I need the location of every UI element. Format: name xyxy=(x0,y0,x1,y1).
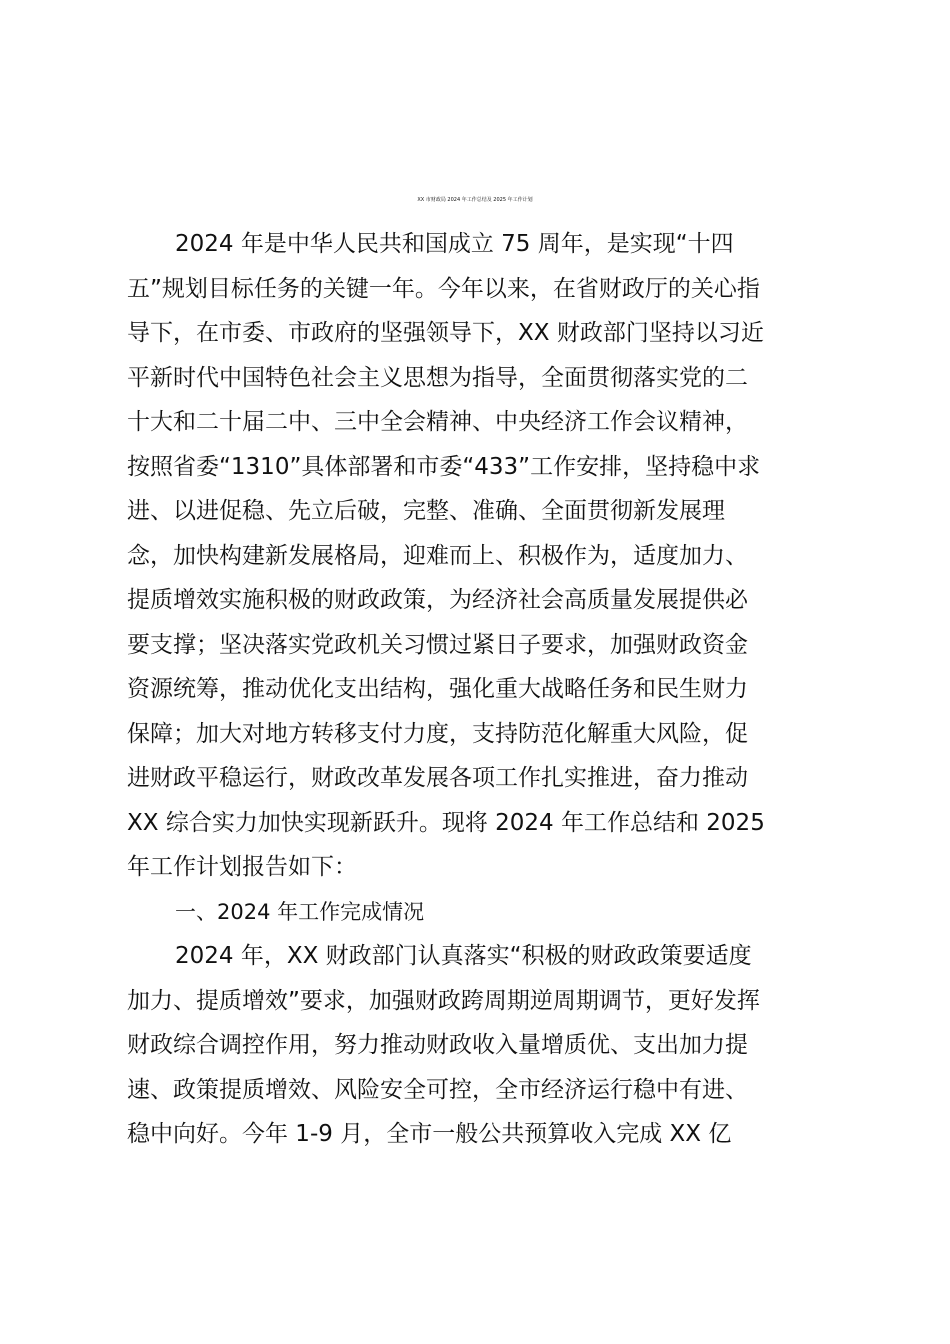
paragraph-line: 平新时代中国特色社会主义思想为指导，全面贯彻落实党的二 xyxy=(127,365,748,391)
paragraph-line: 2024 年是中华人民共和国成立 75 周年，是实现“十四 xyxy=(175,231,734,257)
paragraph-line: 2024 年，XX 财政部门认真落实“积极的财政政策要适度 xyxy=(175,943,752,969)
paragraph-line: 加力、提质增效”要求，加强财政跨周期逆周期调节，更好发挥 xyxy=(127,988,760,1014)
paragraph-line: 速、政策提质增效、风险安全可控，全市经济运行稳中有进、 xyxy=(127,1077,748,1103)
section-heading: 一、2024 年工作完成情况 xyxy=(175,900,425,924)
paragraph-line: 进、以进促稳、先立后破，完整、准确、全面贯彻新发展理 xyxy=(127,498,725,524)
document-title: XX 市财政局 2024 年工作总结及 2025 年工作计划 xyxy=(417,197,533,203)
paragraph-line: 提质增效实施积极的财政政策，为经济社会高质量发展提供必 xyxy=(127,587,748,613)
paragraph-line: 年工作计划报告如下： xyxy=(127,854,357,880)
paragraph-line: XX 综合实力加快实现新跃升。现将 2024 年工作总结和 2025 xyxy=(127,810,765,836)
paragraph-line: 财政综合调控作用，努力推动财政收入量增质优、支出加力提 xyxy=(127,1032,748,1058)
paragraph-line: 五”规划目标任务的关键一年。今年以来，在省财政厅的关心指 xyxy=(127,276,760,302)
paragraph-line: 保障；加大对地方转移支付力度，支持防范化解重大风险，促 xyxy=(127,721,748,747)
paragraph-line: 念，加快构建新发展格局，迎难而上、积极作为，适度加力、 xyxy=(127,543,748,569)
paragraph-line: 按照省委“1310”具体部署和市委“433”工作安排，坚持稳中求 xyxy=(127,454,761,480)
paragraph-line: 资源统筹，推动优化支出结构，强化重大战略任务和民生财力 xyxy=(127,676,748,702)
paragraph-line: 进财政平稳运行，财政改革发展各项工作扎实推进，奋力推动 xyxy=(127,765,748,791)
paragraph-line: 稳中向好。今年 1-9 月，全市一般公共预算收入完成 XX 亿 xyxy=(127,1121,732,1147)
paragraph-line: 导下，在市委、市政府的坚强领导下，XX 财政部门坚持以习近 xyxy=(127,320,764,346)
paragraph-line: 十大和二十届二中、三中全会精神、中央经济工作会议精神， xyxy=(127,409,748,435)
paragraph-line: 要支撑；坚决落实党政机关习惯过紧日子要求，加强财政资金 xyxy=(127,632,748,658)
